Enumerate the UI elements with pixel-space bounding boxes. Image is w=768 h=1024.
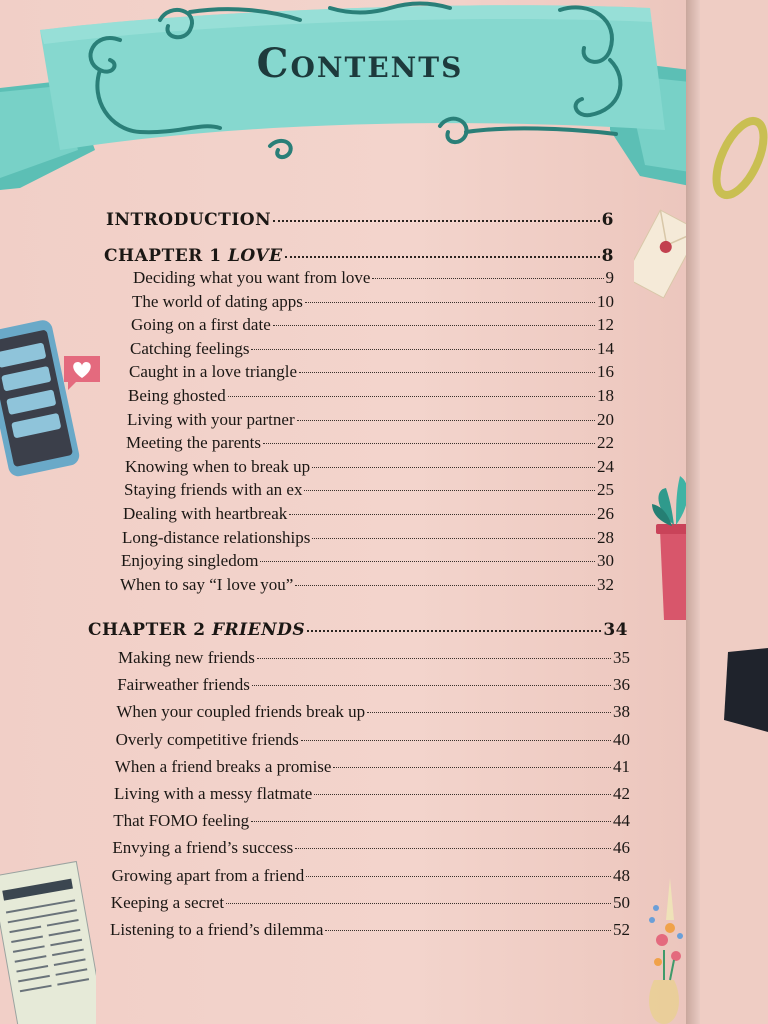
- chapter-name: LOVE: [227, 246, 283, 266]
- entry-label: When your coupled friends break up: [116, 702, 366, 722]
- toc-entry: [113, 811, 630, 831]
- dot-leader: [226, 903, 611, 904]
- book-block-icon: [720, 648, 768, 732]
- dot-leader: [285, 256, 600, 258]
- page-number: 44: [612, 811, 630, 831]
- entry-label: The world of dating apps: [132, 291, 303, 311]
- page-number: 14: [597, 338, 614, 358]
- page-number: 18: [597, 386, 614, 405]
- toc-entry: [111, 893, 630, 913]
- dot-leader: [263, 443, 595, 444]
- page-number: 41: [612, 756, 630, 776]
- toc-entry: [126, 433, 614, 453]
- entry-label: Long-distance relationships: [122, 527, 311, 547]
- entry-label: Deciding what you want from love: [133, 268, 371, 287]
- dot-leader: [273, 220, 600, 222]
- entry-label: Keeping a secret: [110, 892, 225, 912]
- dot-leader: [301, 740, 611, 741]
- dot-leader: [325, 930, 611, 931]
- toc-entry: [112, 866, 630, 886]
- dot-leader: [295, 585, 595, 586]
- entry-label: INTRODUCTION: [106, 210, 272, 230]
- toc-entry: [120, 575, 614, 595]
- dot-leader: [312, 467, 595, 468]
- toc-entry: [133, 268, 614, 288]
- dot-leader: [252, 685, 611, 686]
- dot-leader: [306, 876, 611, 877]
- dot-leader: [312, 538, 595, 539]
- toc-entry: [122, 528, 614, 548]
- entry-label: Listening to a friend’s dilemma: [110, 920, 324, 939]
- page-number: 16: [597, 362, 614, 382]
- dot-leader: [251, 821, 611, 822]
- toc-entry: [123, 504, 614, 524]
- dot-leader: [251, 349, 595, 350]
- entry-label: Living with a messy flatmate: [114, 784, 313, 803]
- toc-entry: [115, 757, 630, 777]
- dot-leader: [299, 372, 595, 373]
- page-number: 32: [597, 574, 614, 594]
- page-number: 6: [601, 210, 614, 230]
- toc-chapter-2: [88, 620, 628, 640]
- toc-entry: [129, 362, 614, 382]
- entry-label: Overly competitive friends: [115, 729, 299, 749]
- dot-leader: [314, 794, 611, 795]
- toc-entry: [130, 339, 614, 359]
- book-gutter: [686, 0, 700, 1024]
- facing-page: [700, 0, 768, 1024]
- page-number: 34: [603, 620, 628, 640]
- entry-label: When a friend breaks a promise: [114, 756, 332, 776]
- toc-entry: [124, 480, 614, 500]
- page-number: 35: [613, 648, 630, 667]
- page-number: 10: [597, 291, 614, 311]
- page-number: 28: [597, 527, 614, 547]
- chapter-title: [104, 246, 283, 266]
- entry-label: Enjoying singledom: [121, 551, 259, 571]
- page-number: 22: [597, 433, 614, 453]
- page-number: 50: [612, 892, 630, 912]
- entry-label: Caught in a love triangle: [129, 362, 298, 382]
- page-number: 52: [613, 920, 630, 939]
- entry-label: Living with your partner: [127, 409, 295, 429]
- dot-leader: [295, 848, 611, 849]
- toc-entry: [110, 920, 630, 940]
- entry-label: Being ghosted: [128, 386, 226, 405]
- page-number: 12: [597, 315, 614, 335]
- dot-leader: [257, 658, 611, 659]
- dot-leader: [273, 325, 595, 326]
- entry-label: Going on a first date: [131, 315, 271, 335]
- page-number: 40: [612, 729, 630, 749]
- page-title: Contents: [256, 40, 464, 87]
- toc-entry: [118, 648, 630, 668]
- toc-entry: [117, 675, 630, 695]
- page-number: 38: [612, 702, 630, 722]
- entry-label: When to say “I love you”: [120, 574, 294, 594]
- toc-entry: [112, 838, 630, 858]
- toc-entry: [125, 457, 614, 477]
- dot-leader: [305, 302, 595, 303]
- dot-leader: [260, 561, 595, 562]
- page-number: 25: [597, 480, 614, 500]
- entry-label: Staying friends with an ex: [124, 480, 303, 500]
- page-number: 24: [597, 456, 614, 476]
- toc-entry: [132, 292, 614, 312]
- toc-introduction: [106, 210, 614, 230]
- dot-leader: [304, 490, 595, 491]
- entry-label: Envying a friend’s success: [112, 838, 294, 858]
- dot-leader: [367, 712, 611, 713]
- entry-label: Meeting the parents: [126, 433, 262, 453]
- page-number: 30: [597, 551, 614, 571]
- entry-label: Knowing when to break up: [125, 456, 311, 476]
- page-number: 26: [597, 504, 614, 523]
- entry-label: That FOMO feeling: [113, 811, 250, 831]
- chapter-title: [88, 620, 305, 640]
- page-number: 9: [605, 268, 614, 287]
- chapter-prefix: CHAPTER 2: [88, 620, 212, 640]
- toc-entry: [131, 315, 614, 335]
- dot-leader: [289, 514, 595, 515]
- toc-entry: [116, 702, 630, 722]
- entry-label: Fairweather friends: [117, 675, 250, 695]
- dot-leader: [372, 278, 603, 279]
- page-number: 36: [612, 675, 630, 695]
- page-number: 20: [597, 409, 614, 429]
- toc-entry: [128, 386, 614, 406]
- chapter-prefix: CHAPTER 1: [104, 246, 228, 266]
- page-number: 48: [612, 865, 630, 885]
- entry-label: Dealing with heartbreak: [123, 504, 288, 523]
- page-number: 42: [613, 784, 630, 803]
- toc-entry: [116, 730, 630, 750]
- ring-icon: [704, 108, 768, 208]
- toc-entry: [114, 784, 630, 804]
- entry-label: Making new friends: [118, 648, 255, 667]
- toc-entry: [127, 410, 614, 430]
- page-number: 8: [601, 246, 614, 266]
- entry-label: Catching feelings: [130, 338, 250, 358]
- toc-entry: [121, 551, 614, 571]
- dot-leader: [333, 767, 611, 768]
- toc-chapter-1: [104, 246, 614, 266]
- chapter-name: FRIENDS: [211, 620, 306, 640]
- page-number: 46: [612, 838, 630, 858]
- entry-label: Growing apart from a friend: [111, 865, 305, 885]
- dot-leader: [307, 630, 601, 632]
- dot-leader: [297, 420, 595, 421]
- dot-leader: [228, 396, 595, 397]
